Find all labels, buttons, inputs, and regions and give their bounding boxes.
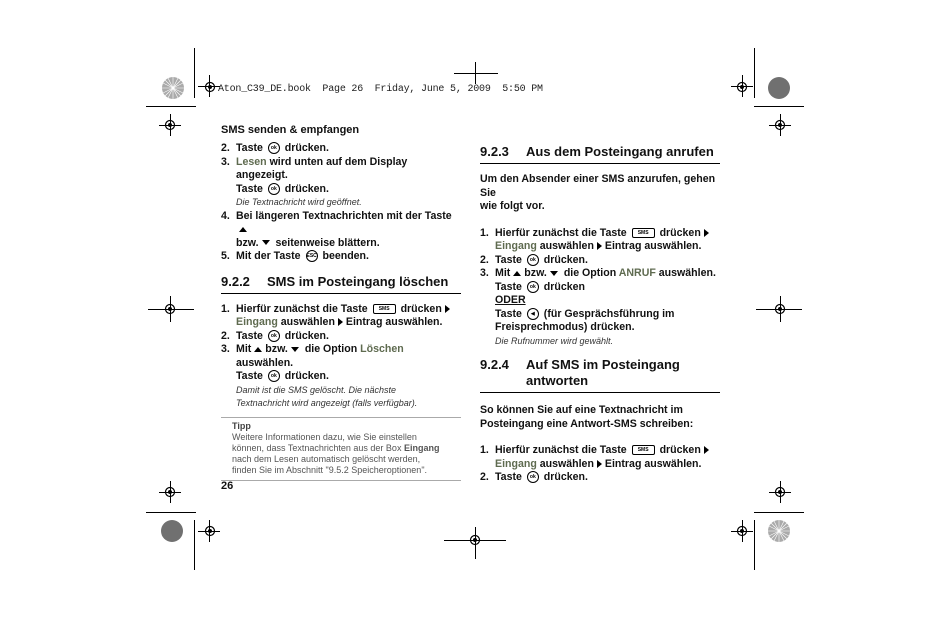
- color-wheel-icon: [767, 519, 791, 543]
- gray-dot-icon: [768, 77, 790, 99]
- color-wheel-icon: [161, 76, 185, 100]
- arrow-right-icon: [597, 460, 602, 468]
- ok-key-icon: ok: [268, 183, 280, 195]
- ok-key-icon: ok: [268, 370, 280, 382]
- ok-key-icon: ok: [268, 330, 280, 342]
- registration-mark-icon: [163, 302, 177, 316]
- list-item: 2. Taste ok drücken.: [221, 329, 329, 342]
- list-item: 3. Mit bzw. die Option ANRUF auswählen. Taste ok drücken ODER Taste ◀ (für Gesprächsführung im Freisprechmodus) drücken. Die Rufnummer wird gewählt.: [480, 267, 716, 346]
- arrow-right-icon: [597, 242, 602, 250]
- registration-mark-icon: [163, 118, 177, 132]
- list-item: 1. Hierfür zunächst die Taste SMS drücken Eingang auswählen Eintrag auswählen.: [480, 227, 720, 254]
- section-heading: 9.2.2 SMS im Posteingang löschen: [221, 274, 461, 294]
- sms-key-icon: SMS: [373, 304, 396, 314]
- list-item: 2. Taste ok drücken.: [480, 253, 588, 266]
- registration-mark-icon: [773, 118, 787, 132]
- speaker-key-icon: ◀: [527, 308, 539, 320]
- registration-mark-icon: [203, 524, 217, 538]
- list-item: 3. Mit bzw. die Option Löschen auswählen. Taste ok drücken. Damit ist die SMS gelöscht. Die nächste Textnachricht wird angezeigt (falls verfügbar).: [221, 343, 418, 408]
- registration-mark-icon: [735, 524, 749, 538]
- list-item: 2. Taste ok drücken.: [221, 142, 329, 154]
- esc-key-icon: ESC: [306, 250, 318, 262]
- intro-text: So können Sie auf eine Textnachricht im Posteingang eine Antwort-SMS schreiben:: [480, 404, 694, 430]
- intro-text: Um den Absender einer SMS anzurufen, gehen Sie wie folgt vor.: [480, 173, 716, 212]
- arrow-down-icon: [550, 271, 558, 276]
- arrow-down-icon: [291, 347, 299, 352]
- arrow-right-icon: [704, 229, 709, 237]
- registration-mark-icon: [203, 80, 217, 94]
- arrow-right-icon: [445, 305, 450, 313]
- arrow-right-icon: [338, 318, 343, 326]
- section-heading: 9.2.4 Auf SMS im Posteingang antworten: [480, 357, 720, 393]
- running-title: SMS senden & empfangen: [221, 124, 360, 136]
- list-item: 1. Hierfür zunächst die Taste SMS drücken Eingang auswählen Eintrag auswählen.: [480, 444, 720, 471]
- right-column: [480, 144, 720, 485]
- registration-mark-icon: [468, 533, 482, 547]
- sms-key-icon: SMS: [632, 228, 655, 238]
- ok-key-icon: ok: [527, 254, 539, 266]
- tip-box: Tipp Weitere Informationen dazu, wie Sie einstellen können, dass Textnachrichten aus der Box Eingang nach dem Lesen automatisch gelöscht werden, finden Sie im Abschnitt "9.5.2 Speicheroptionen".: [221, 417, 461, 481]
- arrow-right-icon: [704, 446, 709, 454]
- list-item: 1. Hierfür zunächst die Taste SMS drücken Eingang auswählen Eintrag auswählen.: [221, 303, 461, 330]
- page-number: 26: [221, 480, 234, 492]
- ok-key-icon: ok: [268, 142, 280, 154]
- left-column: [221, 142, 461, 481]
- gray-dot-icon: [161, 520, 183, 542]
- arrow-down-icon: [262, 240, 270, 245]
- arrow-up-icon: [513, 271, 521, 276]
- registration-mark-icon: [735, 80, 749, 94]
- section-heading: 9.2.3 Aus dem Posteingang anrufen: [480, 144, 720, 164]
- list-item: 2. Taste ok drücken.: [480, 471, 588, 483]
- list-item: 4. Bei längeren Textnachrichten mit der Taste bzw. seitenweise blättern.: [221, 209, 452, 249]
- book-header: Aton_C39_DE.book Page 26 Friday, June 5, 2009 5:50 PM: [218, 84, 543, 95]
- sms-key-icon: SMS: [632, 445, 655, 455]
- ok-key-icon: ok: [527, 281, 539, 293]
- list-item: 3. Lesen wird unten auf dem Display angezeigt. Taste ok drücken. Die Textnachricht wird geöffnet.: [221, 155, 408, 207]
- arrow-up-icon: [254, 347, 262, 352]
- registration-mark-icon: [773, 302, 787, 316]
- arrow-up-icon: [239, 227, 247, 232]
- registration-mark-icon: [163, 485, 177, 499]
- list-item: 5. Mit der Taste ESC beenden.: [221, 250, 369, 262]
- registration-mark-icon: [773, 485, 787, 499]
- ok-key-icon: ok: [527, 471, 539, 483]
